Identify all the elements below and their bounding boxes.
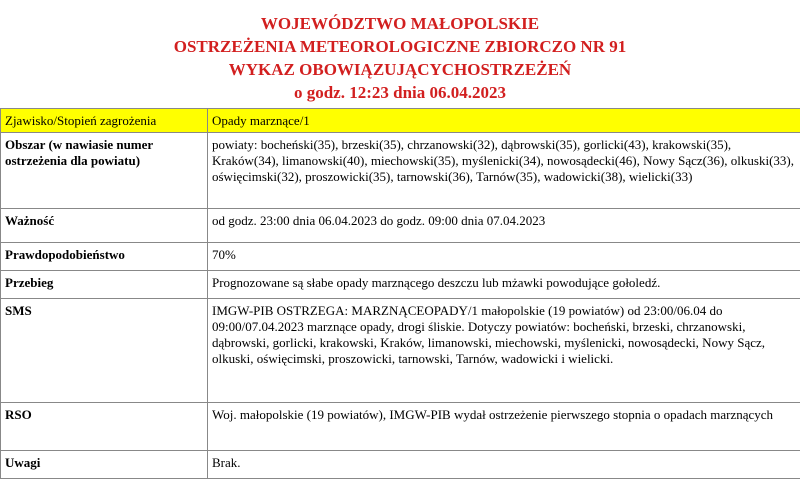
row-label: Zjawisko/Stopień zagrożenia	[1, 109, 208, 133]
table-row-remarks	[1, 451, 800, 479]
row-value: Woj. małopolskie (19 powiatów), IMGW-PIB wydał ostrzeżenie pierwszego stopnia o opadach marznących	[208, 403, 800, 451]
row-label: SMS	[1, 299, 208, 403]
row-label: Obszar (w nawiasie numer ostrzeżenia dla powiatu)	[1, 133, 208, 209]
table-row-validity	[1, 209, 800, 243]
table-row-phenomenon	[1, 109, 800, 133]
row-label: Uwagi	[1, 451, 208, 479]
header-region: WOJEWÓDZTWO MAŁOPOLSKIE	[260, 14, 540, 33]
header-timestamp: o godz. 12:23 dnia 06.04.2023	[293, 83, 507, 102]
row-value: IMGW-PIB OSTRZEGA: MARZNĄCEOPADY/1 małopolskie (19 powiatów) od 23:00/06.04 do 09:00/07.04.2023 marznące opady, drogi śliskie. Dotyczy powiatów: bocheński, brzeski, chrzanowski, dąbrowski, gorlicki, krakowski, Kraków, limanowski, miechowski, myślenicki, nowosądecki, Nowy Sącz, olkuski, oświęcimski, proszowicki, tarnowski, Tarnów, wadowicki i wielicki.	[208, 299, 800, 403]
row-value: powiaty: bocheński(35), brzeski(35), chrzanowski(32), dąbrowski(35), gorlicki(43), krakowski(35), Kraków(34), limanowski(40), miechowski(35), myślenicki(34), nowosądecki(46), Nowy Sącz(36), olkuski(33), oświęcimski(32), proszowicki(35), tarnowski(36), Tarnów(35), wadowicki(38), wielicki(33)	[208, 133, 800, 209]
table-row-sms	[1, 299, 800, 403]
row-label: Przebieg	[1, 271, 208, 299]
row-value: 70%	[208, 243, 800, 271]
row-value: od godz. 23:00 dnia 06.04.2023 do godz. 09:00 dnia 07.04.2023	[208, 209, 800, 243]
document-header	[0, 0, 800, 102]
table-row-rso	[1, 403, 800, 451]
table-row-area	[1, 133, 800, 209]
warning-table	[0, 108, 800, 479]
row-label: Ważność	[1, 209, 208, 243]
row-value: Brak.	[208, 451, 800, 479]
row-value: Opady marznące/1	[208, 109, 800, 133]
header-list-title: WYKAZ OBOWIĄZUJĄCYCHOSTRZEŻEŃ	[228, 60, 572, 79]
row-label: Prawdopodobieństwo	[1, 243, 208, 271]
table-row-course	[1, 271, 800, 299]
row-label: RSO	[1, 403, 208, 451]
row-value: Prognozowane są słabe opady marznącego deszczu lub mżawki powodujące gołoledź.	[208, 271, 800, 299]
header-bulletin-number: OSTRZEŻENIA METEOROLOGICZNE ZBIORCZO NR 91	[173, 37, 627, 56]
table-row-probability	[1, 243, 800, 271]
